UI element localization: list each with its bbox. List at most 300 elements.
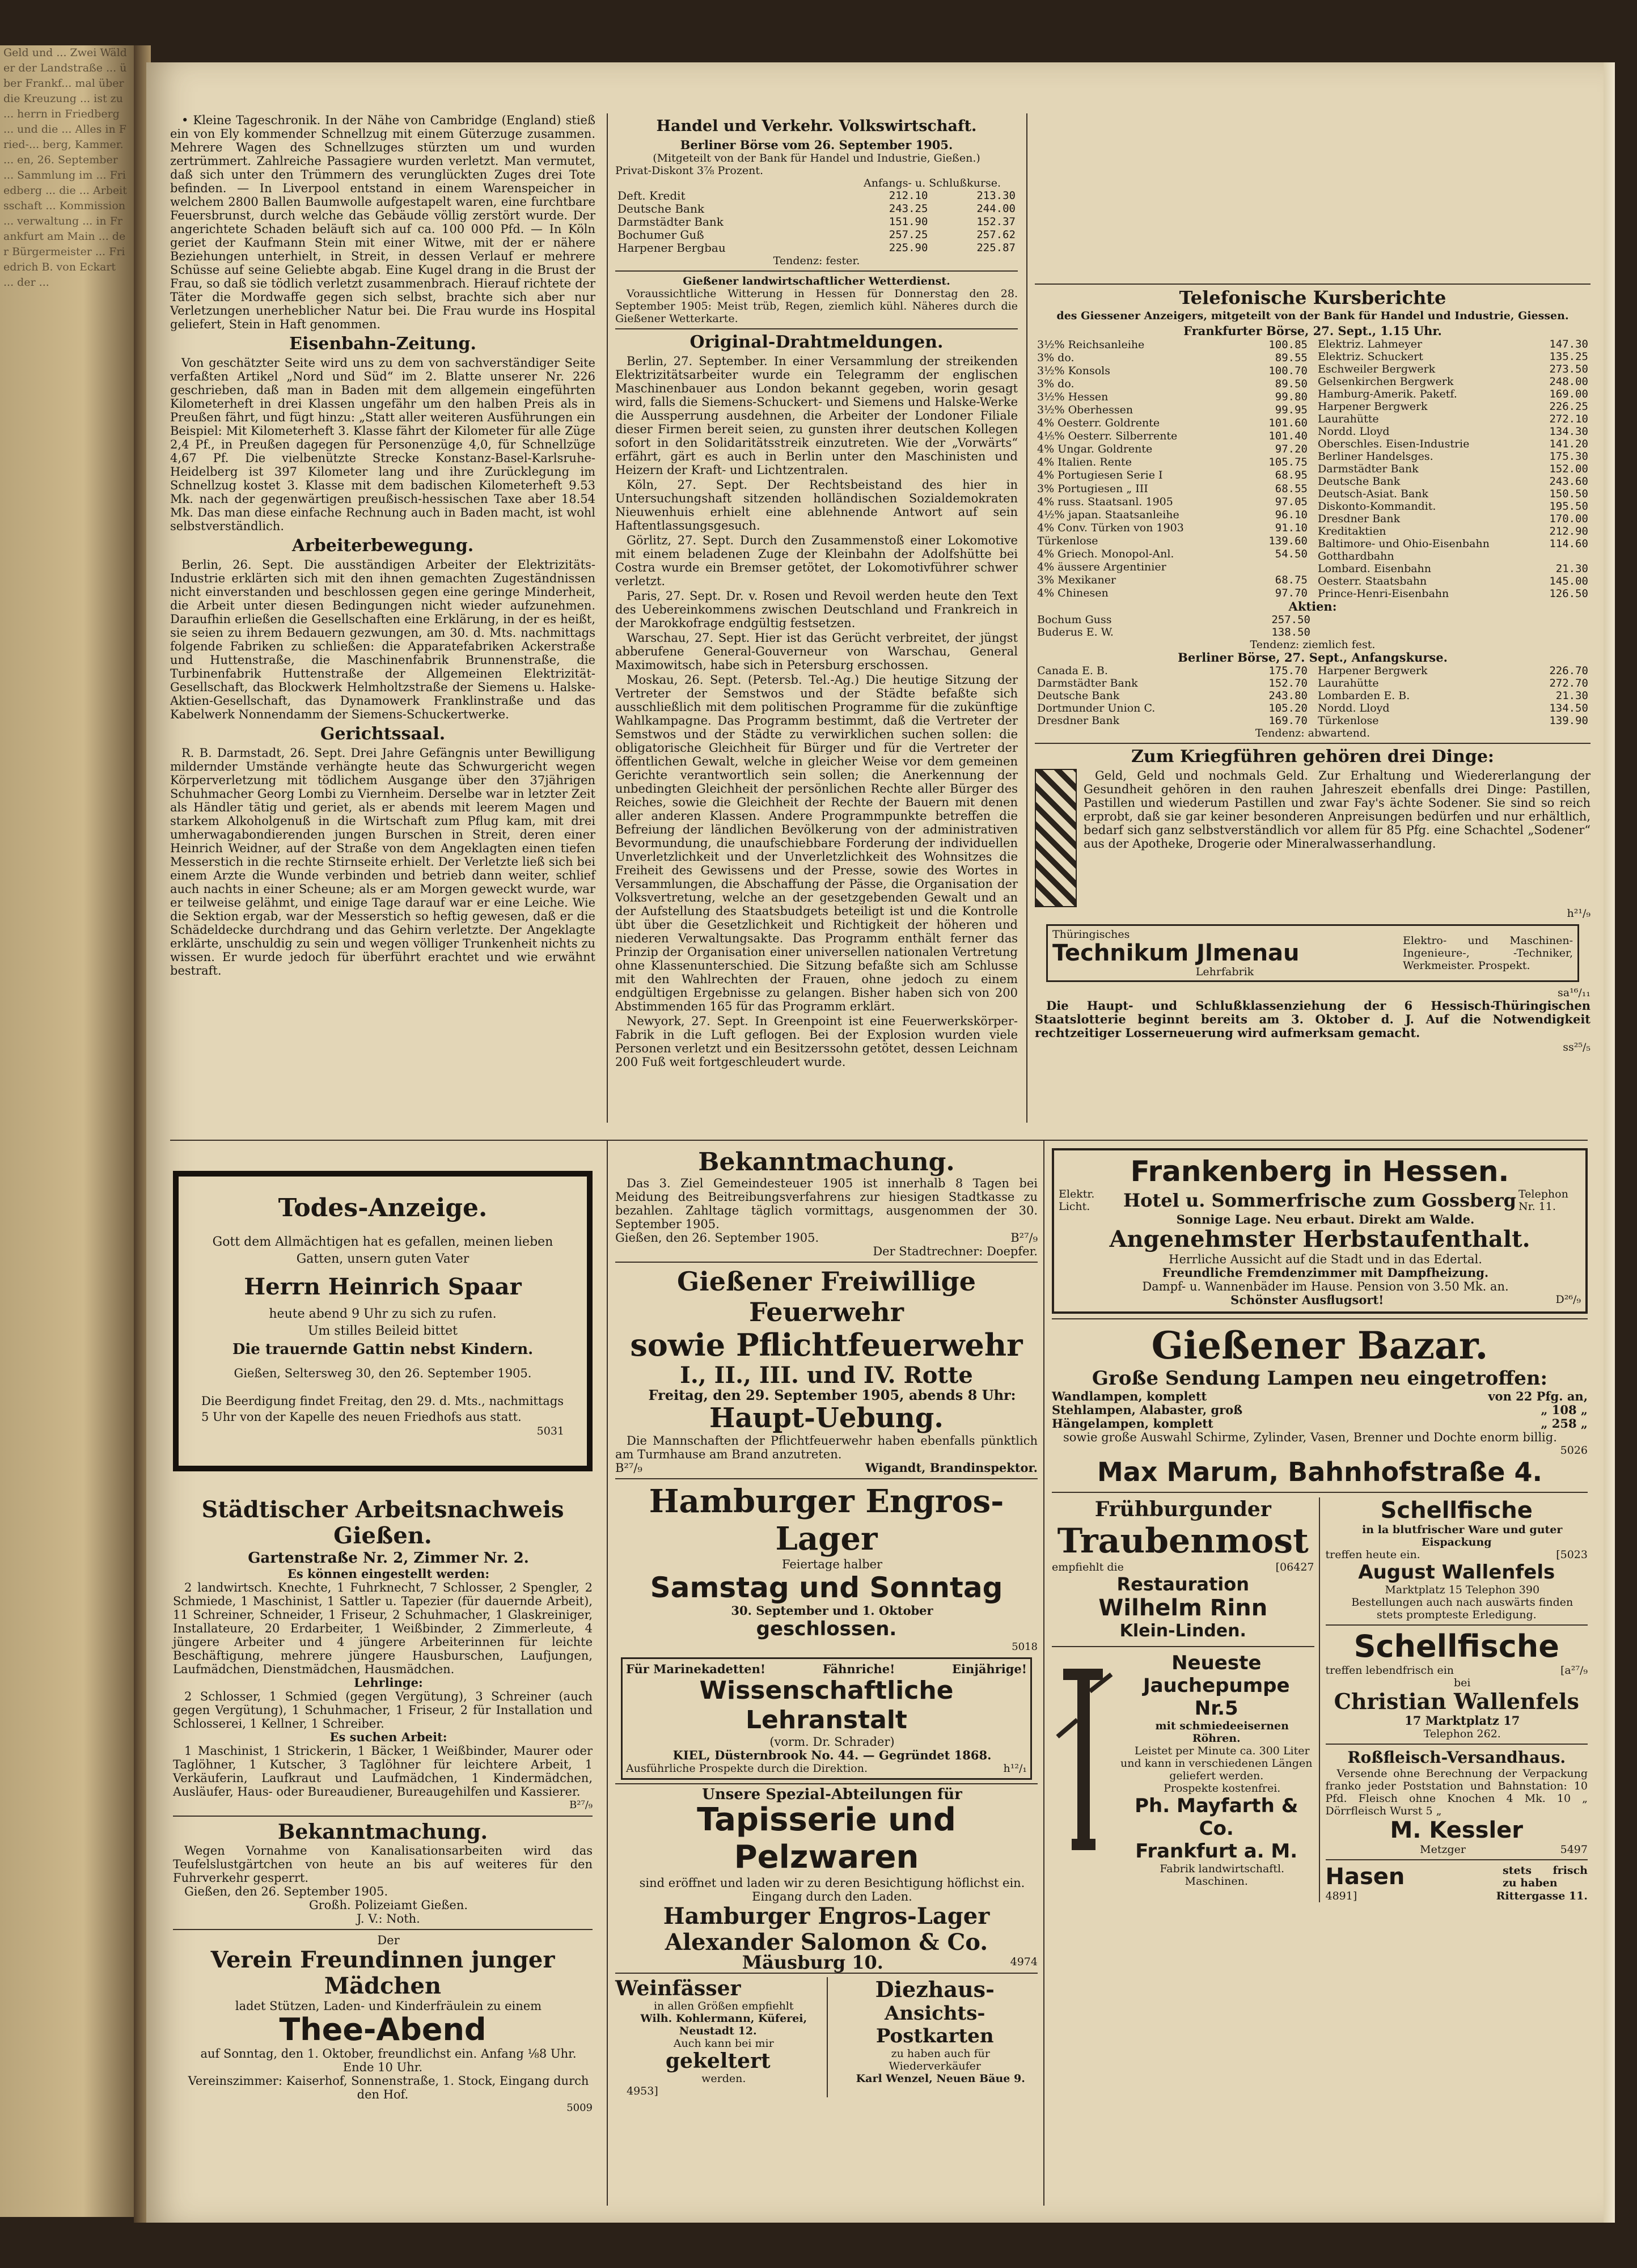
table-cell-label: 3½% Reichsanleihe: [1037, 338, 1145, 351]
tap-title: Tapisserie und Pelzwaren: [697, 1801, 956, 1876]
baz-row: [1052, 1417, 1588, 1431]
ros-text-7: Rittergasse 11.: [1496, 1890, 1588, 1902]
arbeits-text-2: 2 Schlosser, 1 Schmied (gegen Vergütung), 3 Schreiner (auch gegen Vergütung), 1 Schuhmacher, 1 Friseur, 2 für Installation und Schlosserei, 1 Kellner, 1 Schreiber.: [173, 1690, 593, 1730]
draht-item: Newyork, 27. Sept. In Greenpoint ist eine Feuerwerkskörper-Fabrik in die Luft geflogen. Bei der Explosion wurden viele Personen verletzt und ein Besitzerssohn getötet, dessen Leichnam 200 Fuß weit fortgeschleudert wurde.: [615, 1014, 1018, 1069]
rossfleisch-ad: [1326, 1748, 1588, 1902]
table-cell-value: 147.30: [1549, 338, 1588, 350]
feuer-title-2: sowie Pflichtfeuerwehr: [630, 1327, 1023, 1363]
table-cell-value: 152.37: [976, 215, 1016, 228]
table-cell-value: 138.50: [1271, 626, 1310, 638]
frankfurt-row: [1035, 469, 1310, 482]
table-cell-label: 4% Griech. Monopol-Anl.: [1037, 548, 1174, 561]
table-cell-value: 68.95: [1275, 469, 1308, 482]
sf1-text-5: Marktplatz 15 Telephon 390: [1385, 1584, 1540, 1596]
schellfische-ad-2: [1326, 1629, 1588, 1740]
feuer-title-3: I., II., III. und IV. Rotte: [680, 1362, 973, 1389]
heg-text-2: Samstag und Sonntag: [650, 1571, 1003, 1604]
table-cell-value: 170.00: [1549, 513, 1588, 525]
table-cell-value: 139.60: [1268, 534, 1308, 547]
frankfurt-row: [1315, 488, 1591, 500]
table-cell-value: 212.90: [1549, 525, 1588, 538]
ros-text-6: stets frisch zu haben: [1503, 1864, 1588, 1889]
schellfische-ad-1: [1326, 1497, 1588, 1621]
frankfurt-row: [1315, 450, 1591, 463]
berlin-row: [1315, 702, 1591, 714]
berlin-left-table: [1035, 665, 1310, 727]
frankfurt-row: [1035, 364, 1310, 377]
table-cell-value: 272.70: [1549, 677, 1588, 689]
bek2-text: Das 3. Ziel Gemeindesteuer 1905 ist innerhalb 8 Tagen bei Meidung des Beitreibungsverfahrens zur hiesigen Stadtkasse zu bezahlen. Zahltage täglich vormittags, ausgenommen der 30. September 1905.: [615, 1177, 1038, 1231]
heg-title: Hamburger Engros-Lager: [649, 1483, 1004, 1558]
table-cell-label: Dresdner Bank: [1037, 714, 1120, 727]
kurse-row: [615, 202, 1018, 215]
table-cell-value: 21.30: [1555, 562, 1588, 575]
tr-text-1: Frühburgunder: [1094, 1497, 1271, 1521]
pastillen-ornament-icon: [1035, 769, 1077, 907]
frankfurt-row: [1035, 548, 1310, 561]
frankfurt-row: [1315, 375, 1591, 388]
table-cell-value: 273.50: [1549, 363, 1588, 375]
heading-eisenbahn: Eisenbahn-Zeitung.: [289, 334, 476, 354]
ros-text-2: Versende ohne Berechnung der Verpackung franko jeder Poststation und Bahnstation: 10 Pfd. Fleisch ohne Knochen 4 Mk. 10 „ Dörrfleisch Wurst 5 „: [1325, 1767, 1588, 1817]
ros-title: Roßfleisch-Versandhaus.: [1347, 1748, 1566, 1767]
table-cell-value: 152.00: [1549, 463, 1588, 475]
todes-anzeige: [173, 1171, 593, 1471]
column-rule: [607, 1140, 608, 2206]
todes-text-6: Die Beerdigung findet Freitag, den 29. d. Mts., nachmittags 5 Uhr von der Kapelle des neuen Friedhofs aus statt.: [201, 1394, 564, 1424]
lotterie-text: Die Haupt- und Schlußklassenziehung der 6 Hessisch-Thüringischen Staatslotterie beginnt bereits am 3. Oktober d. J. Auf die Notwendigkeit rechtzeitiger Losserneuerung wird aufmerksam gemacht.: [1035, 998, 1591, 1040]
frankfurt-row: [1035, 377, 1310, 390]
table-cell-label: 4% russ. Staatsanl. 1905: [1037, 495, 1173, 508]
table-cell-label: Gelsenkirchen Bergwerk: [1318, 375, 1454, 388]
technikum-code: sa¹⁶/₁₁: [1558, 987, 1591, 999]
arbeits-code: B²⁷/₉: [569, 1799, 593, 1811]
table-cell-label: Darmstädter Bank: [1318, 463, 1419, 475]
table-cell-value: 195.50: [1549, 500, 1588, 513]
table-cell-value: 212.10: [889, 189, 928, 202]
table-cell-value: 105.75: [1268, 456, 1308, 469]
frankfurt-row: [1035, 482, 1310, 495]
todes-text-2: heute abend 9 Uhr zu sich zu rufen.: [269, 1307, 497, 1321]
frankfurt-row: [1315, 363, 1591, 375]
frankfurt-row: [1315, 400, 1591, 413]
wl-addr: KIEL, Düsternbrook No. 44. — Gegründet 1868.: [672, 1748, 992, 1762]
arbeits-text-3: 1 Maschinist, 1 Strickerin, 1 Bäcker, 1 Weißbinder, Maurer oder Taglöhner, 1 Kutscher, 3 Taglöhner für leichtere Arbeit, 1 Verkäuferin, Laufkraut und Laufmädchen, 1 Kindermädchen, Ausläufer, Haus- oder Bureaudiener, Bureaugehilfen und Kassierer.: [173, 1744, 593, 1799]
diez-title: Diezhaus-: [875, 1977, 995, 2002]
table-cell-value: 89.55: [1275, 351, 1308, 364]
arbeits-h2: Lehrlinge:: [354, 1675, 423, 1690]
wl-foot: Ausführliche Prospekte durch die Direktion.: [626, 1762, 868, 1775]
sf2-title: Schellfische: [1353, 1628, 1559, 1664]
wein-text-5: gekeltert: [665, 2049, 771, 2073]
weinfaesser-ad: [615, 1977, 821, 2097]
table-cell-label: 4% Portugiesen Serie I: [1037, 469, 1163, 482]
draht-item: Köln, 27. Sept. Der Rechtsbeistand des hier in Untersuchungshaft sitzenden holländischen Sozialdemokraten Nieuwenhuis erhielt eine ablehnende Antwort auf sein Haftentlassungsgesuch.: [615, 478, 1018, 532]
baz-text-3: sowie große Auswahl Schirme, Zylinder, Vasen, Brenner und Dochte enorm billig.: [1063, 1431, 1557, 1444]
table-cell-label: Elektriz. Schuckert: [1318, 350, 1423, 363]
frankfurt-row: [1315, 513, 1591, 525]
tap-text-6: Alexander Salomon & Co.: [665, 1929, 988, 1956]
wl-sub: (vorm. Dr. Schrader): [769, 1735, 895, 1749]
table-cell-label: Bochum Guss: [1037, 613, 1112, 626]
tap-code: 4974: [1010, 1956, 1038, 1968]
baz-code: 5026: [1560, 1444, 1588, 1457]
berlin-title: Berliner Börse, 27. Sept., Anfangskurse.: [1178, 650, 1448, 665]
table-cell-label: Deutsche Bank: [1037, 689, 1120, 702]
frankfurt-row: [1035, 495, 1310, 508]
table-cell-label: Elektriz. Lahmeyer: [1318, 338, 1423, 350]
ros-code-2: 4891]: [1325, 1890, 1357, 1902]
column-rule: [1043, 1140, 1044, 2206]
berlin-row: [1315, 665, 1591, 677]
column-1: [170, 113, 595, 979]
sf2-text-3: bei: [1454, 1677, 1471, 1689]
table-cell-value: 175.70: [1268, 665, 1308, 677]
technikum-small: Thüringisches: [1052, 928, 1130, 941]
table-cell-label: 4% Oesterr. Goldrente: [1037, 417, 1160, 430]
table-cell-label: Hamburg-Amerik. Paketf.: [1318, 388, 1457, 400]
krieg-code: h²¹/₉: [1567, 907, 1591, 920]
tr-text-4: Restauration: [1116, 1573, 1249, 1595]
tr-text-6: Klein-Linden.: [1119, 1621, 1246, 1641]
berlin-row: [1315, 689, 1591, 702]
ros-text-5: Hasen: [1325, 1864, 1405, 1890]
table-cell-label: Oesterr. Staatsbahn: [1318, 575, 1427, 587]
wl-top-left: Für Marinekadetten!: [626, 1662, 766, 1676]
table-cell-label: Türkenlose: [1037, 534, 1098, 547]
sf1-text-3: treffen heute ein.: [1325, 1548, 1420, 1561]
bek1-text: Wegen Vornahme von Kanalisationsarbeiten wird das Teufelslustgärtchen von heute an bis auf weiteres für den Fuhrverkehr gesperrt.: [173, 1844, 593, 1885]
frankfurt-row: [1315, 388, 1591, 400]
heg-code: 5018: [1012, 1641, 1038, 1653]
table-cell-value: 225.87: [976, 242, 1016, 254]
article-chronik: • Kleine Tageschronik. In der Nähe von Cambridge (England) stieß ein von Ely kommender Schnellzug mit einem Güterzuge zusammen. Mehrere Wagen des Schnellzuges stürzten um und wurden zertrümmert. Zahlreiche Passagiere wurden verletzt. Man vermutet, daß sich unter den Trümmern des verunglückten Zuges drei Tote befinden. — In Liverpool entstand in einem Warenspeicher in welchem 2800 Ballen Baumwolle aufgestapelt waren, eine furchtbare Feuersbrunst, durch welche das Gebäude völlig zerstört wurde. Der angerichtete Schaden beläuft sich auf ca. 100 000 Pfd. — In Köln geriet der Kaufmann Stein mit einer Witwe, mit der er nähere Beziehungen unterhielt, in Streit, in dessen Verlauf er mehrere Schüsse auf seine Geliebte abgab. Eine Kugel drang in die Brust der Frau, so daß sie tödlich verletzt zusammenbrach. Hierauf richtete der Täter die Mordwaffe gegen sich selbst, brachte sich aber nur Verletzungen unerheblicher Natur bei. Die Frau wurde ins Hospital geliefert, Stein in Haft genommen.: [170, 113, 595, 331]
verein-text-1: ladet Stützen, Laden- und Kinderfräulein zu einem: [235, 1999, 542, 2013]
table-cell-label: Oberschles. Eisen-Industrie: [1318, 438, 1470, 450]
frankfurt-title: Frankfurter Börse, 27. Sept., 1.15 Uhr.: [1183, 324, 1442, 338]
frankfurt-row: [1315, 463, 1591, 475]
arbeits-text-1: 2 landwirtsch. Knechte, 1 Fuhrknecht, 7 Schlosser, 2 Spengler, 2 Schmiede, 1 Maschinist, 1 Sattler u. Tapezier (für dauernde Arbeit), 11 Schreiner, Schneider, 1 Friseur, 2 Schuhmacher, 1 Glaskreiniger, Installateure, 20 Erdarbeiter, 1 Weißbinder, 2 Zimmerleute, 4 jüngere Arbeiter und 4 jüngere Arbeiterinnen für leichte Beschäftigung, mehrere jüngere Hausburschen, Laufjungen, Laufmädchen, Dienstmädchen, Hausmädchen.: [173, 1581, 593, 1676]
table-cell-value: 243.25: [889, 202, 928, 215]
sf1-title: Schellfische: [1380, 1497, 1533, 1524]
table-cell-value: 257.25: [889, 229, 928, 241]
verein-text-3: Vereinszimmer: Kaiserhof, Sonnenstraße, 1. Stock, Eingang durch den Hof.: [188, 2074, 589, 2101]
table-cell-label: Buderus E. W.: [1037, 626, 1114, 638]
feuer-date: Freitag, den 29. September 1905, abends 8 Uhr:: [648, 1387, 1016, 1403]
baz-item: Stehlampen, Alabaster, groß: [1052, 1403, 1243, 1417]
kursberichte-sub: des Giessener Anzeigers, mitgeteilt von der Bank für Handel und Industrie, Giessen.: [1056, 310, 1569, 322]
previous-page-edge: [0, 45, 139, 2217]
todes-code: 5031: [536, 1425, 564, 1437]
tr-title: Traubenmost: [1057, 1521, 1309, 1561]
fr-text-7: Schönster Ausflugsort!: [1230, 1293, 1384, 1307]
lehranstalt-ad: [621, 1657, 1032, 1780]
draht-continuation-space: [1035, 113, 1591, 284]
baz-text-4: Max Marum, Bahnhofstraße 4.: [1097, 1457, 1542, 1487]
technikum-ad: [1046, 924, 1579, 982]
aktien-row: [1035, 626, 1313, 638]
table-cell-value: 89.50: [1275, 377, 1308, 390]
bek1-title: Bekanntmachung.: [277, 1820, 488, 1844]
table-cell-label: Nordd. Lloyd: [1318, 702, 1390, 714]
sf2-code: [a²⁷/₉: [1560, 1664, 1588, 1677]
table-cell-value: 244.00: [976, 202, 1016, 215]
wl-code: h¹²/₁: [1003, 1762, 1027, 1775]
jp-text-1: Neueste: [1171, 1652, 1262, 1674]
sf1-text-2: in la blutfrischer Ware und guter Eispackung: [1362, 1524, 1563, 1548]
table-cell-value: 272.10: [1549, 413, 1588, 425]
article-gericht: R. B. Darmstadt, 26. Sept. Drei Jahre Gefängnis unter Bewilligung mildernder Umstände verhängte heute das Schwurgericht wegen Körperverletzung mit tödlichem Ausgange über den 37jährigen Schuhmacher Georg Lombi zu Viernheim. Derselbe war in letzter Zeit als Händler tätig und geriet, als er abends mit leerem Magen und starkem Alkoholgenuß in die Wirtschaft zum Pflug kam, mit drei umherwagabondierenden jungen Burschen in Streit, deren einer Heinrich Weidner, auf der Straße von dem Angeklagten einen tiefen Messerstich in die rechte Stirnseite erhielt. Der Verletzte ließ sich bei einem Arzte die Wunde verbinden und betrieb dann weiter, schlief auch nachts in einer Scheune; als er am Morgen geweckt wurde, war er teilweise gelähmt, und einige Tage darauf war er eine Leiche. Wie die Sektion ergab, war der Messerstich so heftig gewesen, daß er die Schädeldecke durchdrang und das Gehirn verletzte. Der Angeklagte erklärte, unschuldig zu sein und wegen völliger Trunkenheit nichts zu wissen. Er wurde jedoch für überführt erachtet und wie erwähnt bestraft.: [170, 746, 595, 978]
wl-top-middle: Fähnriche!: [822, 1662, 895, 1676]
table-cell-label: Deutsche Bank: [617, 202, 704, 215]
table-cell-label: 4% Ungar. Goldrente: [1037, 443, 1153, 456]
heg-text-4: geschlossen.: [756, 1618, 897, 1640]
wein-code: 4953]: [627, 2085, 658, 2097]
frankenberg-ad: [1052, 1148, 1588, 1314]
technikum-right: Elektro- und Maschinen-Ingenieure-, -Techniker, Werkmeister. Prospekt.: [1403, 934, 1573, 972]
frankfurt-row: [1315, 575, 1591, 587]
table-cell-label: Laurahütte: [1318, 677, 1379, 689]
table-cell-value: 100.70: [1268, 364, 1308, 377]
table-cell-value: 152.70: [1268, 677, 1308, 689]
table-cell-label: Eschweiler Bergwerk: [1318, 363, 1436, 375]
page-edge: [1604, 62, 1615, 2223]
berlin-row: [1035, 677, 1310, 689]
frankfurt-right-table: [1315, 338, 1591, 600]
table-cell-value: 99.80: [1275, 390, 1308, 403]
fr-title: Frankenberg in Hessen.: [1130, 1155, 1509, 1188]
berlin-row: [1035, 714, 1310, 727]
previous-page-fragment: Geld und ... Zwei Wälder der Landstraße ... über Frankf... mal über die Kreuzung ... ist zu ... herrn in Friedberg ... und die ... Alles in Fried-... berg, Kammer. ... en, 26. September ... Sammlung im ... Friedberg ... die ... Arbeitsschaft ... Kommission ... verwaltung ... in Frankfurt am Main ... der Bürgermeister ... Friedrich B. von Eckart ... der ...: [3, 46, 129, 289]
table-cell-value: 257.62: [976, 229, 1016, 241]
table-cell-value: 141.20: [1549, 438, 1588, 450]
aktien-table: [1035, 613, 1313, 638]
draht-list: [615, 354, 1018, 1069]
table-cell-label: Baltimore- und Ohio-Eisenbahn: [1318, 538, 1490, 550]
wein-text-6: werden.: [701, 2072, 746, 2085]
frankfurt-row: [1315, 538, 1591, 550]
baz-row: [1052, 1390, 1588, 1403]
table-cell-value: 226.25: [1549, 400, 1588, 413]
tap-text-7: Mäusburg 10.: [742, 1952, 883, 1973]
table-cell-label: Berliner Handelsges.: [1318, 450, 1433, 463]
feuer-uebung: Haupt-Uebung.: [709, 1402, 944, 1434]
table-cell-value: 54.50: [1275, 548, 1308, 561]
frankfurt-row: [1035, 456, 1310, 469]
column-3: [1035, 113, 1591, 1053]
todes-text-1: Gott dem Allmächtigen hat es gefallen, meinen lieben Gatten, unsern guten Vater: [212, 1235, 553, 1266]
frankfurt-row: [1315, 475, 1591, 488]
table-cell-label: Diskonto-Kommandit.: [1318, 500, 1436, 513]
ros-text-4: Metzger: [1420, 1843, 1466, 1856]
frankfurt-row: [1035, 417, 1310, 430]
verein-title: Verein Freundinnen junger Mädchen: [210, 1947, 555, 1999]
table-cell-label: Prince-Henri-Eisenbahn: [1318, 587, 1449, 600]
table-cell-value: 169.70: [1268, 714, 1308, 727]
draht-item: Görlitz, 27. Sept. Durch den Zusammenstoß einer Lokomotive mit einem beladenen Zuge der Kleinbahn der Adolfshütte bei Costra wurde ein Bremser getötet, der Lokomotivführer schwer verletzt.: [615, 534, 1018, 588]
verein-text-2: auf Sonntag, den 1. Oktober, freundlichst ein. Anfang ⅛8 Uhr. Ende 10 Uhr.: [200, 2047, 577, 2074]
table-cell-value: 105.20: [1268, 702, 1308, 714]
table-cell-label: 3½% Hessen: [1037, 390, 1109, 403]
frankfurt-row: [1035, 534, 1310, 547]
frankfurt-row: [1315, 438, 1591, 450]
sf1-text-4: August Wallenfels: [1358, 1561, 1555, 1584]
fr-right: Telephon Nr. 11.: [1518, 1188, 1568, 1213]
ros-text-3: M. Kessler: [1390, 1817, 1524, 1843]
table-cell-label: Canada E. B.: [1037, 665, 1108, 677]
wetter-text: Voraussichtliche Witterung in Hessen für Donnerstag den 28. September 1905: Meist trüb, Regen, ziemlich kühl. Näheres durch die Gießener Wetterkarte.: [615, 287, 1018, 325]
table-cell-label: Deft. Kredit: [617, 189, 686, 202]
kurse-row: [615, 189, 1018, 202]
diez-text-2: Ansichts-Postkarten: [875, 2002, 994, 2047]
baz-price: von 22 Pfg. an,: [1488, 1389, 1588, 1403]
wl-top-right: Einjährige!: [951, 1662, 1027, 1676]
table-cell-label: Dortmunder Union C.: [1037, 702, 1156, 714]
fr-text-5: Freundliche Fremdenzimmer mit Dampfheizung.: [1162, 1266, 1489, 1280]
tap-text-5: Hamburger Engros-Lager: [663, 1903, 990, 1930]
jp-text-6: Ph. Mayfarth & Co.: [1135, 1795, 1298, 1840]
feuer-title-1: Gießener Freiwillige Feuerwehr: [677, 1266, 976, 1327]
table-cell-value: 135.25: [1549, 350, 1588, 363]
fr-text-2: Sonnige Lage. Neu erbaut. Direkt am Walde.: [1176, 1212, 1475, 1226]
draht-item: Warschau, 27. Sept. Hier ist das Gerücht verbreitet, der jüngst abberufene General-Gouverneur von Warschau, General Maximowitsch, habe sich in Petersburg erschossen.: [615, 631, 1018, 672]
heg-text-3: 30. September und 1. Oktober: [731, 1603, 933, 1618]
tr-text-3: empfiehlt die: [1052, 1561, 1124, 1573]
heading-handel: Handel und Verkehr. Volkswirtschaft.: [656, 117, 977, 135]
column-rule: [1026, 113, 1027, 1123]
todes-title: Todes-Anzeige.: [278, 1194, 488, 1222]
berlin-row: [1035, 689, 1310, 702]
frankfurt-left-table: [1035, 338, 1310, 600]
arbeits-title: Städtischer Arbeitsnachweis Gießen.: [201, 1496, 564, 1549]
frankfurt-row: [1035, 508, 1310, 521]
frankfurt-row: [1035, 403, 1310, 416]
heading-arbeiter: Arbeiterbewegung.: [291, 536, 474, 556]
jp-text-8: Fabrik landwirtschaftl. Maschinen.: [1160, 1863, 1285, 1888]
table-cell-label: Harpener Bergwerk: [1318, 665, 1428, 677]
todes-name: Herrn Heinrich Spaar: [244, 1273, 522, 1300]
table-cell-value: [1536, 550, 1591, 562]
verein-code: 5009: [566, 2102, 593, 2114]
jp-text-3: mit schmiedeeisernen Röhren.: [1155, 1720, 1289, 1745]
fr-middle: Hotel u. Sommerfrische zum Gossberg: [1123, 1190, 1517, 1211]
table-cell-label: 3% do.: [1037, 351, 1075, 364]
table-cell-value: 248.00: [1549, 375, 1588, 388]
verein-big: Thee-Abend: [279, 2012, 487, 2047]
table-cell-label: 4% Chinesen: [1037, 587, 1109, 600]
arbeits-sub: Gartenstraße Nr. 2, Zimmer Nr. 2.: [248, 1550, 529, 1567]
berlin-row: [1035, 665, 1310, 677]
table-cell-label: Harpener Bergbau: [617, 241, 726, 255]
sf2-text-4: Christian Wallenfels: [1334, 1689, 1579, 1714]
heg-text-1: Feiertage halber: [781, 1558, 883, 1571]
baz-price: „ 258 „: [1541, 1416, 1588, 1431]
fr-text-4: Herrliche Aussicht auf die Stadt und in das Edertal.: [1169, 1253, 1482, 1266]
aktien-row: [1035, 613, 1313, 626]
fr-code: D²⁶/₉: [1555, 1293, 1581, 1306]
sf1-text-6: Bestellungen auch nach auswärts finden stets prompteste Erledigung.: [1351, 1596, 1573, 1621]
bek1-sig-1: Großh. Polizeiamt Gießen.: [308, 1898, 468, 1912]
technikum-sub: Lehrfabrik: [1195, 966, 1254, 978]
frankfurt-row: [1315, 338, 1591, 350]
table-cell-label: Kreditaktien: [1318, 525, 1386, 538]
article-arbeiter: Berlin, 26. Sept. Die ausständigen Arbeiter der Elektrizitäts-Industrie erklärten sich mit den ihnen gemachten Zugeständnissen nicht einverstanden und beschlossen gegen eine geringe Minderheit, die Arbeit unter diesen Bedingungen nicht wieder aufzunehmen. Daraufhin erließen die Gesellschaften eine Erklärung, in der es heißt, sie seien zu ihrem Bedauern gezwungen, am 30. d. Mts. nachmittags folgende Fabriken zu schließen: die Apparatefabriken Ackerstraße und Huttenstraße, die Maschinenfabrik Brunnenstraße, die Turbinenfabrik Huttenstraße der Allgemeinen Elektrizität-Gesellschaft, das Blockwerk Helmholtzstraße der Siemens u. Halske-Aktien-Gesellschaft, das Dynamowerk Franklinstraße und das Kabelwerk Nonnendamm der Siemens-Schuckertwerke.: [170, 558, 595, 721]
todes-text-5: Gießen, Seltersweg 30, den 26. September 1905.: [234, 1366, 532, 1380]
baz-row: [1052, 1403, 1588, 1417]
jp-text-4: Leistet per Minute ca. 300 Liter und kann in verschiedenen Längen geliefert werden.: [1120, 1745, 1313, 1782]
table-cell-label: Türkenlose: [1318, 714, 1379, 727]
traubenmost-ad: [1052, 1497, 1314, 1641]
draht-item: Berlin, 27. September. In einer Versammlung der streikenden Elektrizitätsarbeiter wurde ein Telegramm der englischen Maschinenbauer aus London bekannt gegeben, worin gesagt wird, falls die Siemens-Schuckert- und Siemens und Halske-Werke die Aussperrung ausdehnen, die Arbeiter der Londoner Filiale dieser Firmen bereit seien, zu gunsten ihrer deutschen Kollegen sofort in den Solidaritätsstreik einzutreten. Wie der „Vorwärts“ erfährt, gärt es auch in Berlin unter den Maschinisten und Heizern der Kraft- und Lichtzentralen.: [615, 354, 1018, 477]
frankfurt-row: [1315, 350, 1591, 363]
jauchepumpe-ad: [1052, 1652, 1314, 1888]
table-cell-value: 145.00: [1549, 575, 1588, 587]
table-cell-label: 3% Mexikaner: [1037, 574, 1116, 587]
table-cell-value: 134.50: [1549, 702, 1588, 714]
technikum-name: Technikum Jlmenau: [1052, 940, 1300, 966]
arbeits-h1: Es können eingestellt werden:: [287, 1567, 490, 1581]
heading-draht: Original-Drahtmeldungen.: [690, 332, 944, 352]
arbeits-h3: Es suchen Arbeit:: [329, 1730, 447, 1744]
wetter-title: Gießener landwirtschaftlicher Wetterdienst.: [683, 275, 950, 287]
table-cell-value: 91.10: [1275, 521, 1308, 534]
boerse-title: Berliner Börse vom 26. September 1905.: [680, 138, 953, 152]
bek2-date: Gießen, den 26. September 1905.: [615, 1231, 819, 1245]
table-cell-value: 99.95: [1275, 404, 1308, 417]
frankfurt-row: [1315, 562, 1591, 575]
boerse-sub: (Mitgeteilt von der Bank für Handel und Industrie, Gießen.): [653, 152, 980, 164]
kurse-tendenz: Tendenz: fester.: [773, 255, 860, 267]
table-cell-label: Gotthardbahn: [1318, 550, 1394, 562]
table-cell-value: 151.90: [889, 215, 928, 228]
aktien-title: Aktien:: [1288, 599, 1337, 613]
table-cell-value: 225.90: [889, 242, 928, 254]
table-cell-value: 257.50: [1271, 613, 1310, 626]
table-cell-value: 243.80: [1268, 689, 1308, 702]
sf2-text-6: Telephon 262.: [1423, 1728, 1501, 1740]
frankfurt-row: [1035, 521, 1310, 534]
frankfurt-row: [1035, 587, 1310, 600]
wein-text-2: in allen Größen empfiehlt: [653, 2000, 794, 2012]
frankfurt-row: [1035, 430, 1310, 443]
table-cell-label: Lombarden E. B.: [1318, 689, 1410, 702]
table-cell-value: 175.30: [1549, 450, 1588, 463]
ros-code: 5497: [1560, 1843, 1588, 1856]
draht-item: Paris, 27. Sept. Dr. v. Rosen und Revoil werden heute den Text des Uebereinkommens zwischen Deutschland und Frankreich in der Marokkofrage endgültig festsetzen.: [615, 589, 1018, 630]
frankfurt-row: [1315, 587, 1591, 600]
tap-text-1: Unsere Spezial-Abteilungen für: [702, 1786, 962, 1803]
bek1-sig-2: J. V.: Noth.: [357, 1912, 420, 1926]
table-cell-label: Darmstädter Bank: [617, 215, 724, 229]
frankfurt-row: [1035, 338, 1310, 351]
bek2-code: B²⁷/₉: [1010, 1231, 1038, 1245]
frankfurt-row: [1315, 500, 1591, 513]
tr-text-5: Wilhelm Rinn: [1098, 1595, 1268, 1621]
kurse-table: [615, 189, 1018, 255]
table-cell-label: Darmstädter Bank: [1037, 677, 1138, 689]
frankfurt-tendenz: Tendenz: ziemlich fest.: [1250, 638, 1376, 651]
frankfurt-row: [1035, 443, 1310, 456]
diez-text-3: zu haben auch für Wiederverkäufer: [889, 2047, 990, 2072]
heading-gericht: Gerichtssaal.: [320, 724, 446, 744]
table-cell-label: 3½% Oberhessen: [1037, 404, 1133, 417]
diez-text-4: Karl Wenzel, Neuen Bäue 9.: [856, 2072, 1025, 2085]
berlin-row: [1315, 677, 1591, 689]
frankfurt-row: [1315, 550, 1591, 562]
frankfurt-row: [1035, 390, 1310, 403]
feuer-text: Die Mannschaften der Pflichtfeuerwehr haben ebenfalls pünktlich am Turmhause am Brand anzutreten.: [615, 1434, 1038, 1461]
baz-item: Wandlampen, komplett: [1052, 1389, 1207, 1403]
